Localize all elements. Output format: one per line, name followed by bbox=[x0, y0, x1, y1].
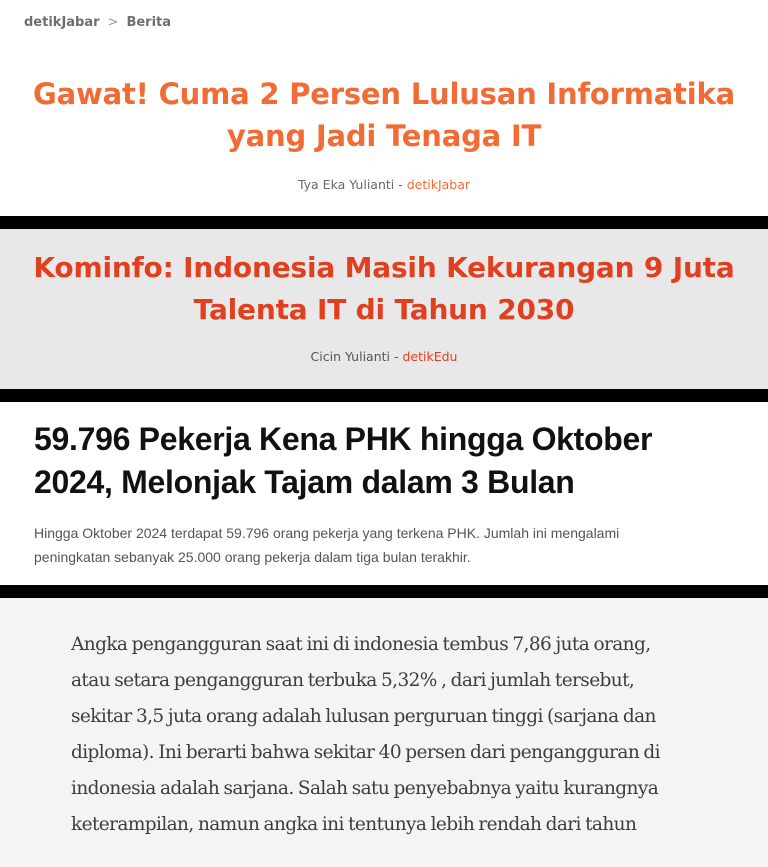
title-line: Talenta IT di Tahun 2030 bbox=[193, 293, 575, 326]
paragraph-line: Angka pengangguran saat ini di indonesia tembus 7,86 juta orang, bbox=[71, 634, 651, 655]
paragraph-line: keterampilan, namun angka ini tentunya lebih rendah dari tahun bbox=[71, 814, 637, 835]
article-paragraph bbox=[71, 627, 720, 843]
breadcrumb-item-detikjabar[interactable]: detikJabar bbox=[24, 15, 100, 30]
article-title[interactable] bbox=[20, 247, 748, 331]
divider bbox=[0, 389, 768, 402]
article-lead bbox=[34, 521, 728, 569]
source-link[interactable]: detikEdu bbox=[402, 349, 458, 364]
paragraph-line: atau setara pengangguran terbuka 5,32% , dari jumlah tersebut, bbox=[71, 670, 635, 691]
title-line: yang Jadi Tenaga IT bbox=[226, 119, 542, 153]
byline bbox=[0, 349, 768, 364]
breadcrumb bbox=[24, 15, 171, 30]
paragraph-line: indonesia adalah sarjana. Salah satu penyebabnya yaitu kurangnya bbox=[71, 778, 659, 799]
paragraph-line: diploma). Ini berarti bahwa sekitar 40 persen dari pengangguran di bbox=[71, 742, 660, 763]
byline bbox=[0, 177, 768, 192]
byline-separator: - bbox=[390, 349, 403, 364]
title-line: Kominfo: Indonesia Masih Kekurangan 9 Juta bbox=[33, 251, 735, 284]
source-link[interactable]: detikJabar bbox=[406, 177, 471, 192]
breadcrumb-item-berita[interactable]: Berita bbox=[126, 15, 172, 30]
article-title[interactable] bbox=[20, 73, 748, 157]
title-line: 59.796 Pekerja Kena PHK hingga Oktober bbox=[34, 421, 653, 457]
byline-separator: - bbox=[394, 177, 407, 192]
article-title[interactable] bbox=[34, 418, 748, 504]
author-name: Tya Eka Yulianti bbox=[297, 177, 395, 192]
lead-line: Hingga Oktober 2024 terdapat 59.796 orang pekerja yang terkena PHK. Jumlah ini mengalami bbox=[34, 525, 620, 541]
chevron-right-icon: > bbox=[107, 15, 119, 30]
divider bbox=[0, 585, 768, 598]
author-name: Cicin Yulianti bbox=[310, 349, 390, 364]
article-card-detikjabar bbox=[0, 0, 768, 216]
article-card-phk bbox=[0, 402, 768, 585]
divider bbox=[0, 216, 768, 229]
lead-line: peningkatan sebanyak 25.000 orang pekerja dalam tiga bulan terakhir. bbox=[34, 549, 471, 565]
title-line: 2024, Melonjak Tajam dalam 3 Bulan bbox=[34, 464, 575, 500]
title-line: Gawat! Cuma 2 Persen Lulusan Informatika bbox=[33, 77, 735, 111]
article-card-detikedu bbox=[0, 229, 768, 389]
paragraph-line: sekitar 3,5 juta orang adalah lulusan perguruan tinggi (sarjana dan bbox=[71, 706, 656, 727]
article-body-excerpt bbox=[0, 598, 768, 867]
